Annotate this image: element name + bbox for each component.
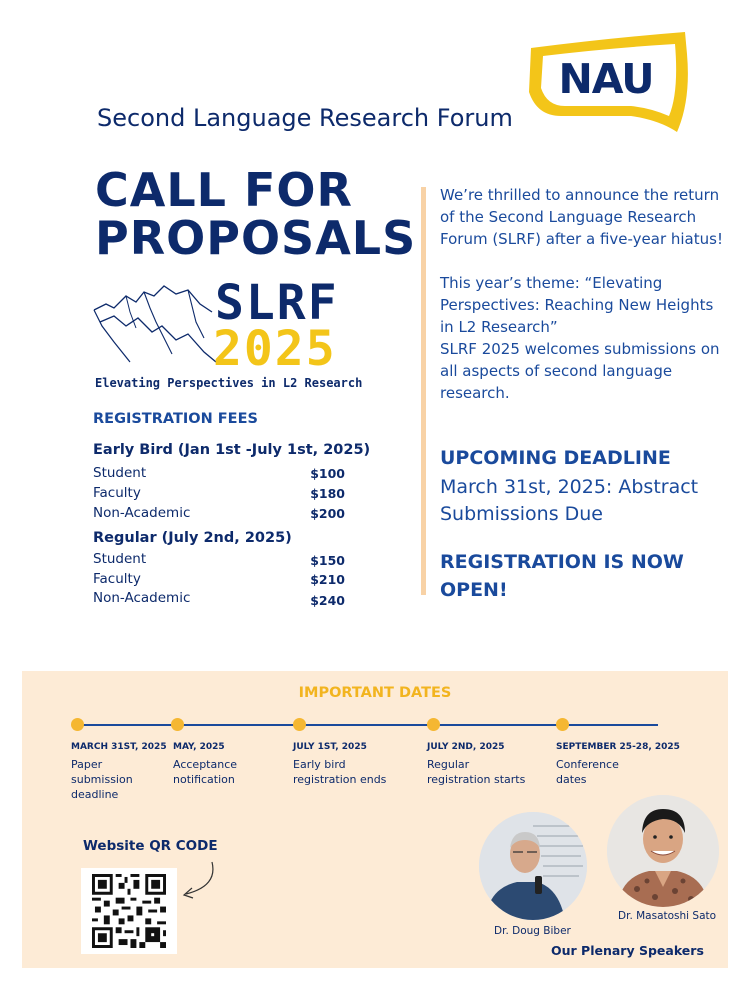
qr-code[interactable] [92, 874, 166, 948]
registration-fees-title: REGISTRATION FEES [93, 411, 258, 427]
registration-open-notice: REGISTRATION IS NOW OPEN! [440, 551, 684, 601]
forum-name: Second Language Research Forum [97, 104, 513, 132]
speaker-photo-biber [479, 812, 587, 920]
fee-amount: $100 [310, 466, 345, 481]
speaker-photo-sato [607, 795, 719, 907]
timeline-description: Paper submission deadline [71, 758, 133, 801]
divider-bar [421, 187, 426, 595]
plenary-speakers-title: Our Plenary Speakers [551, 943, 704, 958]
timeline-date: JULY 2ND, 2025 [427, 742, 505, 752]
speaker-name: Dr. Doug Biber [494, 925, 571, 937]
deadline-text: March 31st, 2025: Abstract Submissions Due [440, 476, 699, 525]
timeline-dot [171, 718, 184, 731]
fee-amount: $240 [310, 593, 345, 608]
headline-line-2: PROPOSALS [95, 211, 417, 265]
timeline-description: Conference dates [556, 758, 619, 786]
speaker-name: Dr. Masatoshi Sato [618, 910, 717, 922]
nau-logo-text: NAU [558, 55, 654, 103]
timeline-description: Regular registration starts [427, 758, 526, 786]
important-dates-title: IMPORTANT DATES [298, 685, 452, 701]
deadline-title: UPCOMING DEADLINE [440, 447, 671, 469]
timeline-date: SEPTEMBER 25-28, 2025 [556, 742, 680, 752]
slrf-tagline: Elevating Perspectives in L2 Research [95, 376, 363, 390]
announcement-submissions: SLRF 2025 welcomes submissions on all aspects of second language research. [440, 340, 720, 402]
fee-label: Student [93, 551, 147, 567]
timeline-date: MAY, 2025 [173, 742, 225, 752]
fee-amount: $200 [310, 506, 345, 521]
slrf-year: 2025 [213, 321, 337, 377]
regular-title: Regular (July 2nd, 2025) [93, 530, 292, 546]
early-bird-title: Early Bird (Jan 1st -July 1st, 2025) [93, 442, 371, 458]
headline-line-1: CALL FOR [95, 163, 353, 217]
fee-label: Non-Academic [93, 590, 191, 606]
slrf-wordmark: SLRF [215, 275, 339, 331]
curved-arrow-icon [178, 860, 222, 902]
fee-amount: $210 [310, 572, 345, 587]
timeline-date: MARCH 31ST, 2025 [71, 742, 167, 752]
timeline-dot [427, 718, 440, 731]
fee-amount: $150 [310, 553, 345, 568]
timeline-dot [556, 718, 569, 731]
timeline-dot [293, 718, 306, 731]
announcement-theme: This year’s theme: “Elevating Perspectives: Reaching New Heights in L2 Research” [440, 274, 714, 336]
fee-label: Non-Academic [93, 505, 191, 521]
announcement [440, 184, 730, 404]
fee-label: Faculty [93, 485, 141, 501]
timeline-dot [71, 718, 84, 731]
timeline-date: JULY 1ST, 2025 [293, 742, 367, 752]
fee-label: Student [93, 465, 147, 481]
timeline-description: Acceptance notification [173, 758, 238, 786]
timeline-description: Early bird registration ends [293, 758, 387, 786]
call-for-proposals-heading [95, 163, 417, 265]
fee-label: Faculty [93, 571, 141, 587]
fee-amount: $180 [310, 486, 345, 501]
mountains-illustration [92, 282, 222, 367]
announcement-intro: We’re thrilled to announce the return of the Second Language Research Forum (SLRF) after a five-year hiatus! [440, 186, 723, 248]
timeline-line [76, 724, 658, 726]
qr-code-panel [81, 868, 177, 954]
qr-code-title: Website QR CODE [83, 838, 218, 854]
